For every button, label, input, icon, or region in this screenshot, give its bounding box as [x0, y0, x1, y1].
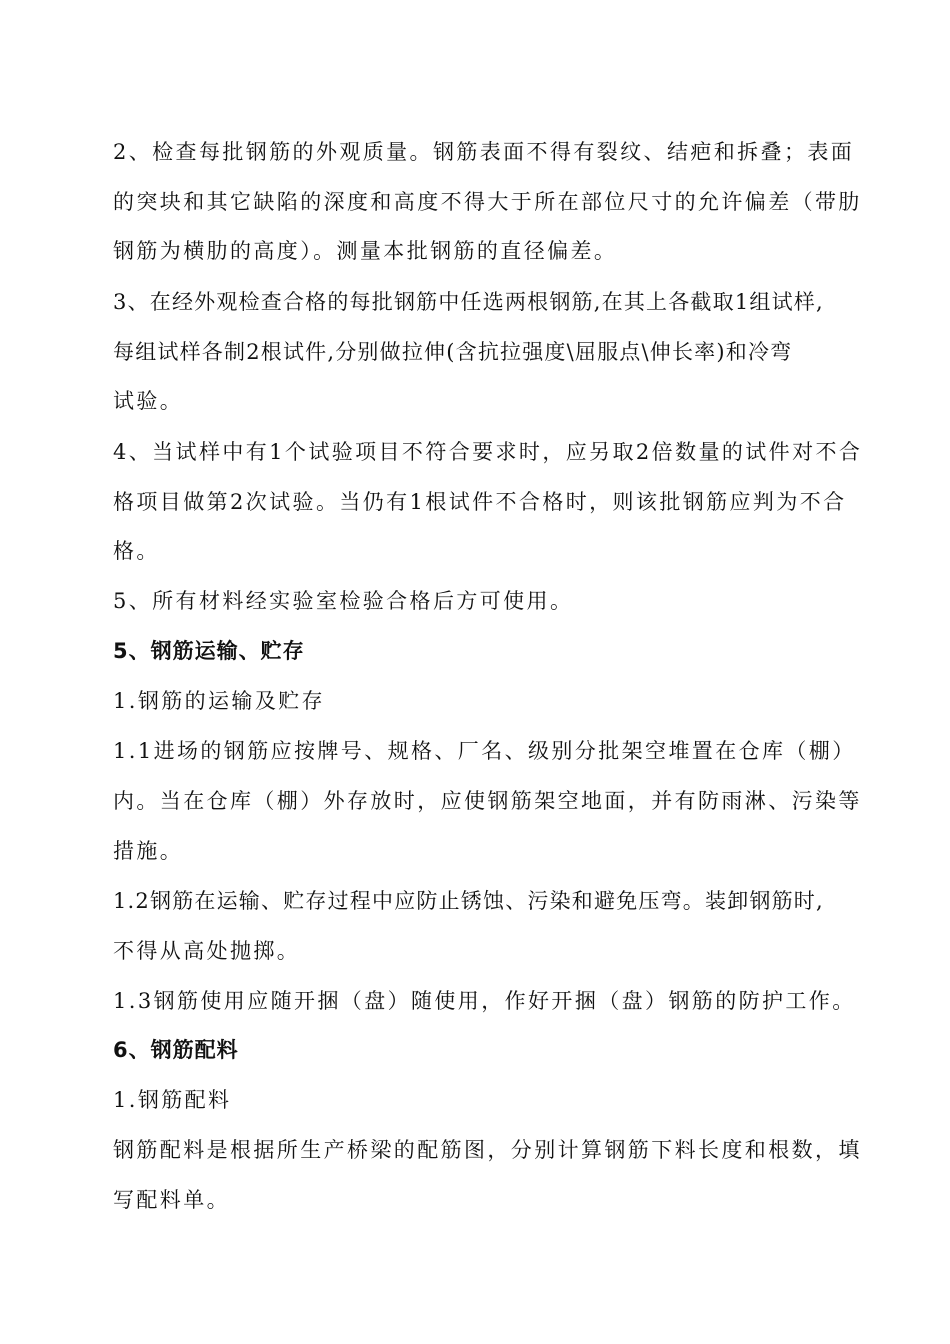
paragraph-3-line-1: 3、在经外观检查合格的每批钢筋中任选两根钢筋,在其上各截取1组试样, — [113, 290, 824, 314]
section-heading-rebar-batching: 6、钢筋配料 — [113, 1038, 239, 1062]
section-heading-transport-storage: 5、钢筋运输、贮存 — [113, 639, 305, 663]
paragraph-2-line-1: 2、检查每批钢筋的外观质量。钢筋表面不得有裂纹、结疤和拆叠；表面 — [113, 140, 855, 164]
batching-body-line-2: 写配料单。 — [113, 1188, 230, 1212]
item-1-1-line-1: 1.1进场的钢筋应按牌号、规格、厂名、级别分批架空堆置在仓库（棚） — [113, 739, 856, 763]
batching-body-line-1: 钢筋配料是根据所生产桥梁的配筋图，分别计算钢筋下料长度和根数，填 — [113, 1138, 862, 1162]
item-1-3-line-1: 1.3钢筋使用应随开捆（盘）随使用，作好开捆（盘）钢筋的防护工作。 — [113, 989, 856, 1013]
item-1-1-line-2: 内。当在仓库（棚）外存放时，应使钢筋架空地面，并有防雨淋、污染等 — [113, 789, 862, 813]
paragraph-2-line-2: 的突块和其它缺陷的深度和高度不得大于所在部位尺寸的允许偏差（带肋 — [113, 190, 862, 214]
item-1-2-line-2: 不得从高处抛掷。 — [113, 939, 301, 963]
paragraph-3-line-2: 每组试样各制2根试件,分别做拉伸(含抗拉强度\屈服点\伸长率)和冷弯 — [113, 340, 793, 364]
paragraph-3-line-3: 试验。 — [113, 389, 184, 413]
subheading-rebar-batching: 1.钢筋配料 — [113, 1088, 232, 1112]
paragraph-4-line-3: 格。 — [113, 539, 160, 563]
item-1-2-line-1: 1.2钢筋在运输、贮存过程中应防止锈蚀、污染和避免压弯。装卸钢筋时, — [113, 889, 824, 913]
paragraph-4-line-2: 格项目做第2次试验。当仍有1根试件不合格时，则该批钢筋应判为不合 — [113, 490, 847, 514]
paragraph-4-line-1: 4、当试样中有1个试验项目不符合要求时，应另取2倍数量的试件对不合 — [113, 440, 863, 464]
paragraph-2-line-3: 钢筋为横肋的高度）。测量本批钢筋的直径偏差。 — [113, 239, 618, 263]
item-1-1-line-3: 措施。 — [113, 839, 184, 863]
subheading-transport-storage: 1.钢筋的运输及贮存 — [113, 689, 326, 713]
paragraph-5-line-1: 5、所有材料经实验室检验合格后方可使用。 — [113, 589, 574, 613]
